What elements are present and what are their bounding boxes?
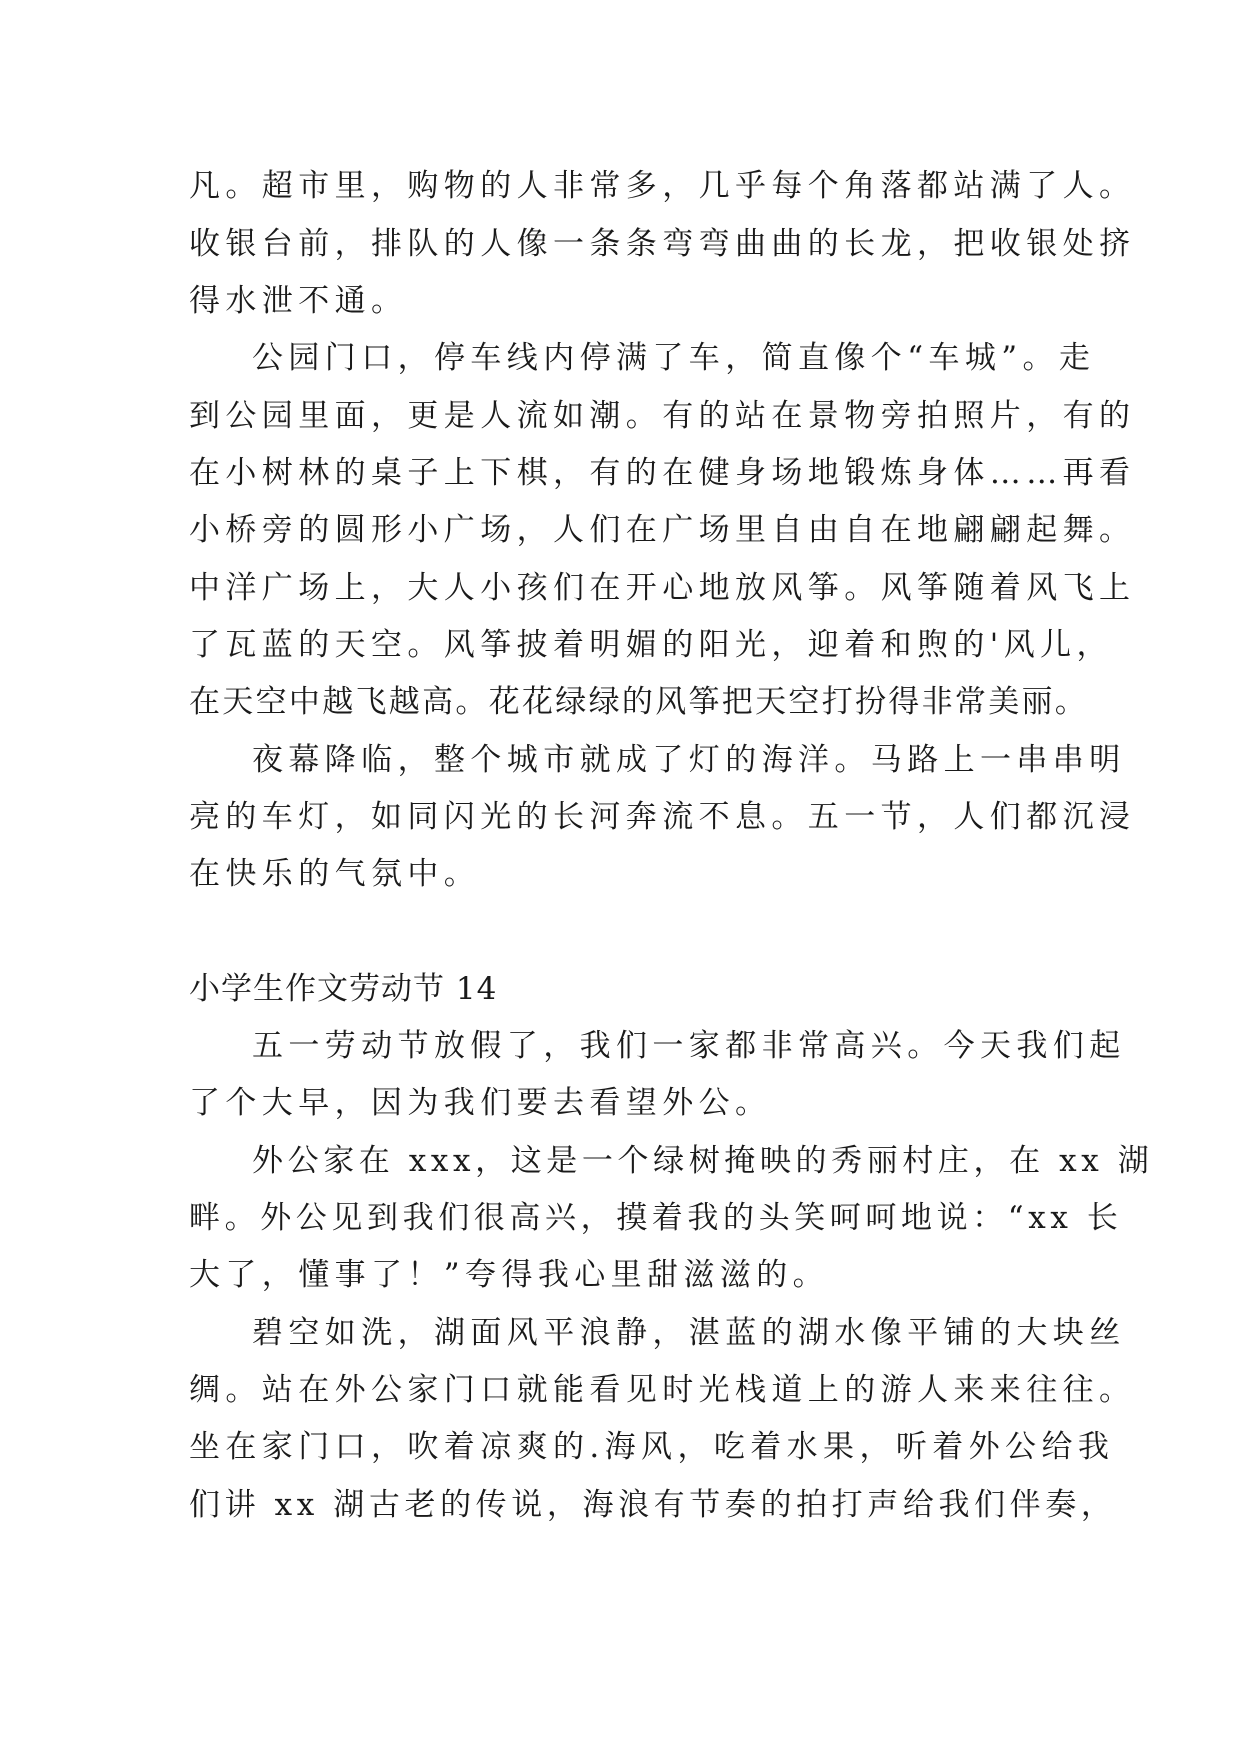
text-line: 坐在家门口，吹着凉爽的.海风，吃着水果，听着外公给我 <box>189 1429 1115 1465</box>
text-line: 了个大早，因为我们要去看望外公。 <box>189 1085 772 1121</box>
text-line: 收银台前，排队的人像一条条弯弯曲曲的长龙，把收银处挤 <box>189 226 1136 262</box>
text-line: 小桥旁的圆形小广场，人们在广场里自由自在地翩翩起舞。 <box>189 512 1136 548</box>
text-line: 到公园里面，更是人流如潮。有的站在景物旁拍照片，有的 <box>189 398 1136 434</box>
text-line: 得水泄不通。 <box>189 283 408 319</box>
text-line: 畔。外公见到我们很高兴，摸着我的头笑呵呵地说：“xx 长 <box>189 1200 1123 1236</box>
text-line: 凡。超市里，购物的人非常多，几乎每个角落都站满了人。 <box>189 168 1136 204</box>
text-line: 们讲 xx 湖古老的传说，海浪有节奏的拍打声给我们伴奏， <box>189 1487 1117 1523</box>
text-line: 在小树林的桌子上下棋，有的在健身场地锻炼身体……再看 <box>189 455 1136 491</box>
section-title: 小学生作文劳动节 14 <box>189 971 498 1007</box>
text-line: 碧空如洗，湖面风平浪静，湛蓝的湖水像平铺的大块丝 <box>252 1315 1126 1351</box>
text-line: 在快乐的气氛中。 <box>189 856 481 892</box>
text-line: 大了，懂事了！”夸得我心里甜滋滋的。 <box>189 1257 830 1293</box>
text-line: 了瓦蓝的天空。风筝披着明媚的阳光，迎着和煦的'风儿， <box>189 627 1113 663</box>
text-line: 公园门口，停车线内停满了车，简直像个“车城”。走 <box>252 340 1096 376</box>
text-line: 绸。站在外公家门口就能看见时光栈道上的游人来来往往。 <box>189 1372 1136 1408</box>
text-line: 五一劳动节放假了，我们一家都非常高兴。今天我们起 <box>252 1028 1126 1064</box>
text-line: 中洋广场上，大人小孩们在开心地放风筝。风筝随着风飞上 <box>189 570 1136 606</box>
text-line: 夜幕降临，整个城市就成了灯的海洋。马路上一串串明 <box>252 742 1126 778</box>
text-line: 外公家在 xxx，这是一个绿树掩映的秀丽村庄，在 xx 湖 <box>252 1143 1154 1179</box>
text-line: 在天空中越飞越高。花花绿绿的风筝把天空打扮得非常美丽。 <box>189 684 1089 720</box>
text-line: 亮的车灯，如同闪光的长河奔流不息。五一节，人们都沉浸 <box>189 799 1136 835</box>
